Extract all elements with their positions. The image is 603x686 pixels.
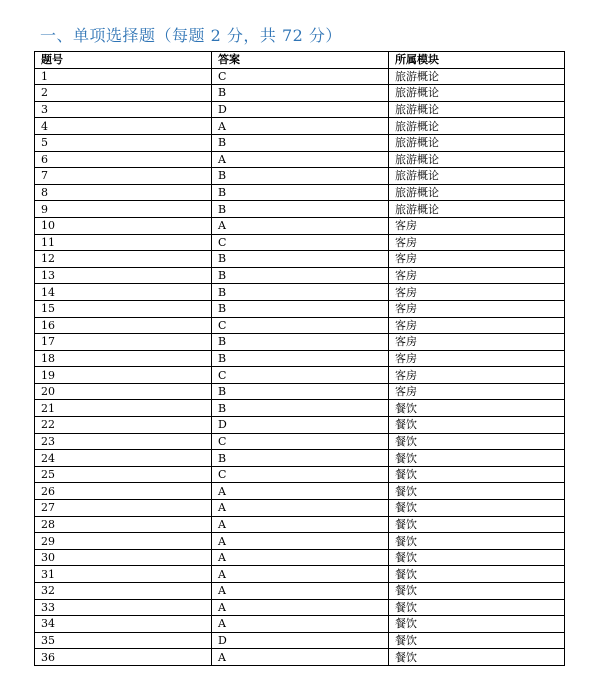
- table-row: [35, 533, 565, 550]
- cell-question-number: 29: [35, 533, 212, 550]
- cell-question-number: 5: [35, 134, 212, 151]
- cell-module: 旅游概论: [389, 101, 565, 118]
- cell-answer: B: [212, 184, 389, 201]
- cell-answer: B: [212, 350, 389, 367]
- cell-answer: D: [212, 632, 389, 649]
- table-body: [35, 68, 565, 665]
- cell-question-number: 18: [35, 350, 212, 367]
- cell-module: 旅游概论: [389, 68, 565, 85]
- cell-module: 餐饮: [389, 500, 565, 517]
- cell-answer: B: [212, 450, 389, 467]
- cell-question-number: 35: [35, 632, 212, 649]
- cell-answer: A: [212, 566, 389, 583]
- table-row: [35, 184, 565, 201]
- table-row: [35, 334, 565, 351]
- table-row: [35, 549, 565, 566]
- cell-question-number: 4: [35, 118, 212, 135]
- cell-module: 客房: [389, 367, 565, 384]
- cell-answer: C: [212, 433, 389, 450]
- cell-question-number: 13: [35, 267, 212, 284]
- cell-question-number: 3: [35, 101, 212, 118]
- cell-question-number: 26: [35, 483, 212, 500]
- cell-question-number: 12: [35, 251, 212, 268]
- table-row: [35, 85, 565, 102]
- answer-table: [34, 51, 565, 666]
- cell-answer: A: [212, 500, 389, 517]
- cell-question-number: 10: [35, 217, 212, 234]
- table-row: [35, 367, 565, 384]
- cell-module: 客房: [389, 350, 565, 367]
- cell-question-number: 15: [35, 300, 212, 317]
- cell-answer: A: [212, 516, 389, 533]
- cell-answer: A: [212, 533, 389, 550]
- cell-answer: A: [212, 649, 389, 666]
- table-row: [35, 201, 565, 218]
- cell-question-number: 16: [35, 317, 212, 334]
- cell-module: 餐饮: [389, 549, 565, 566]
- table-row: [35, 417, 565, 434]
- cell-module: 餐饮: [389, 400, 565, 417]
- table-row: [35, 383, 565, 400]
- cell-question-number: 32: [35, 583, 212, 600]
- cell-module: 餐饮: [389, 599, 565, 616]
- cell-answer: C: [212, 234, 389, 251]
- table-row: [35, 217, 565, 234]
- cell-module: 客房: [389, 317, 565, 334]
- table-row: [35, 118, 565, 135]
- cell-question-number: 8: [35, 184, 212, 201]
- cell-question-number: 24: [35, 450, 212, 467]
- table-row: [35, 466, 565, 483]
- table-row: [35, 68, 565, 85]
- cell-question-number: 19: [35, 367, 212, 384]
- cell-module: 客房: [389, 383, 565, 400]
- cell-answer: B: [212, 267, 389, 284]
- cell-answer: A: [212, 599, 389, 616]
- table-row: [35, 400, 565, 417]
- table-row: [35, 168, 565, 185]
- cell-module: 旅游概论: [389, 134, 565, 151]
- cell-question-number: 25: [35, 466, 212, 483]
- cell-module: 餐饮: [389, 566, 565, 583]
- cell-question-number: 23: [35, 433, 212, 450]
- cell-module: 旅游概论: [389, 201, 565, 218]
- table-row: [35, 433, 565, 450]
- table-row: [35, 134, 565, 151]
- cell-question-number: 22: [35, 417, 212, 434]
- table-row: [35, 566, 565, 583]
- cell-answer: C: [212, 68, 389, 85]
- cell-module: 客房: [389, 284, 565, 301]
- cell-question-number: 31: [35, 566, 212, 583]
- cell-module: 旅游概论: [389, 184, 565, 201]
- table-row: [35, 251, 565, 268]
- cell-answer: D: [212, 101, 389, 118]
- cell-answer: B: [212, 334, 389, 351]
- table-row: [35, 284, 565, 301]
- header-question-number: 题号: [35, 52, 212, 69]
- cell-question-number: 27: [35, 500, 212, 517]
- cell-module: 客房: [389, 300, 565, 317]
- cell-question-number: 14: [35, 284, 212, 301]
- table-row: [35, 500, 565, 517]
- cell-answer: B: [212, 284, 389, 301]
- cell-module: 旅游概论: [389, 151, 565, 168]
- table-row: [35, 101, 565, 118]
- cell-question-number: 30: [35, 549, 212, 566]
- cell-answer: B: [212, 85, 389, 102]
- cell-question-number: 20: [35, 383, 212, 400]
- table-row: [35, 267, 565, 284]
- table-row: [35, 516, 565, 533]
- table-row: [35, 450, 565, 467]
- cell-answer: C: [212, 466, 389, 483]
- cell-answer: B: [212, 168, 389, 185]
- cell-module: 餐饮: [389, 466, 565, 483]
- table-row: [35, 317, 565, 334]
- cell-module: 餐饮: [389, 533, 565, 550]
- table-row: [35, 632, 565, 649]
- cell-answer: A: [212, 583, 389, 600]
- cell-answer: A: [212, 118, 389, 135]
- cell-module: 餐饮: [389, 583, 565, 600]
- table-row: [35, 151, 565, 168]
- cell-answer: A: [212, 151, 389, 168]
- header-answer: 答案: [212, 52, 389, 69]
- cell-module: 客房: [389, 217, 565, 234]
- cell-module: 餐饮: [389, 417, 565, 434]
- cell-answer: D: [212, 417, 389, 434]
- cell-question-number: 11: [35, 234, 212, 251]
- cell-module: 旅游概论: [389, 85, 565, 102]
- cell-module: 餐饮: [389, 616, 565, 633]
- table-row: [35, 300, 565, 317]
- cell-answer: B: [212, 400, 389, 417]
- cell-question-number: 9: [35, 201, 212, 218]
- cell-module: 餐饮: [389, 516, 565, 533]
- cell-module: 客房: [389, 234, 565, 251]
- cell-question-number: 2: [35, 85, 212, 102]
- cell-answer: B: [212, 134, 389, 151]
- table-row: [35, 599, 565, 616]
- cell-module: 餐饮: [389, 433, 565, 450]
- cell-answer: B: [212, 201, 389, 218]
- header-module: 所属模块: [389, 52, 565, 69]
- table-row: [35, 616, 565, 633]
- cell-module: 客房: [389, 267, 565, 284]
- table-row: [35, 649, 565, 666]
- cell-question-number: 21: [35, 400, 212, 417]
- cell-module: 餐饮: [389, 649, 565, 666]
- cell-answer: B: [212, 300, 389, 317]
- section-title: 一、单项选择题（每题 2 分，共 72 分）: [40, 26, 342, 45]
- cell-module: 客房: [389, 334, 565, 351]
- cell-answer: C: [212, 317, 389, 334]
- cell-answer: A: [212, 549, 389, 566]
- cell-module: 客房: [389, 251, 565, 268]
- cell-question-number: 34: [35, 616, 212, 633]
- table-row: [35, 483, 565, 500]
- cell-question-number: 28: [35, 516, 212, 533]
- cell-question-number: 36: [35, 649, 212, 666]
- table-row: [35, 350, 565, 367]
- cell-answer: A: [212, 483, 389, 500]
- cell-module: 餐饮: [389, 450, 565, 467]
- cell-answer: C: [212, 367, 389, 384]
- cell-answer: B: [212, 251, 389, 268]
- cell-question-number: 6: [35, 151, 212, 168]
- table-header-row: [35, 52, 565, 69]
- cell-answer: B: [212, 383, 389, 400]
- table-row: [35, 583, 565, 600]
- cell-module: 旅游概论: [389, 118, 565, 135]
- cell-question-number: 17: [35, 334, 212, 351]
- cell-question-number: 7: [35, 168, 212, 185]
- cell-question-number: 33: [35, 599, 212, 616]
- cell-answer: A: [212, 217, 389, 234]
- table-row: [35, 234, 565, 251]
- cell-module: 餐饮: [389, 632, 565, 649]
- cell-module: 旅游概论: [389, 168, 565, 185]
- cell-module: 餐饮: [389, 483, 565, 500]
- cell-question-number: 1: [35, 68, 212, 85]
- cell-answer: A: [212, 616, 389, 633]
